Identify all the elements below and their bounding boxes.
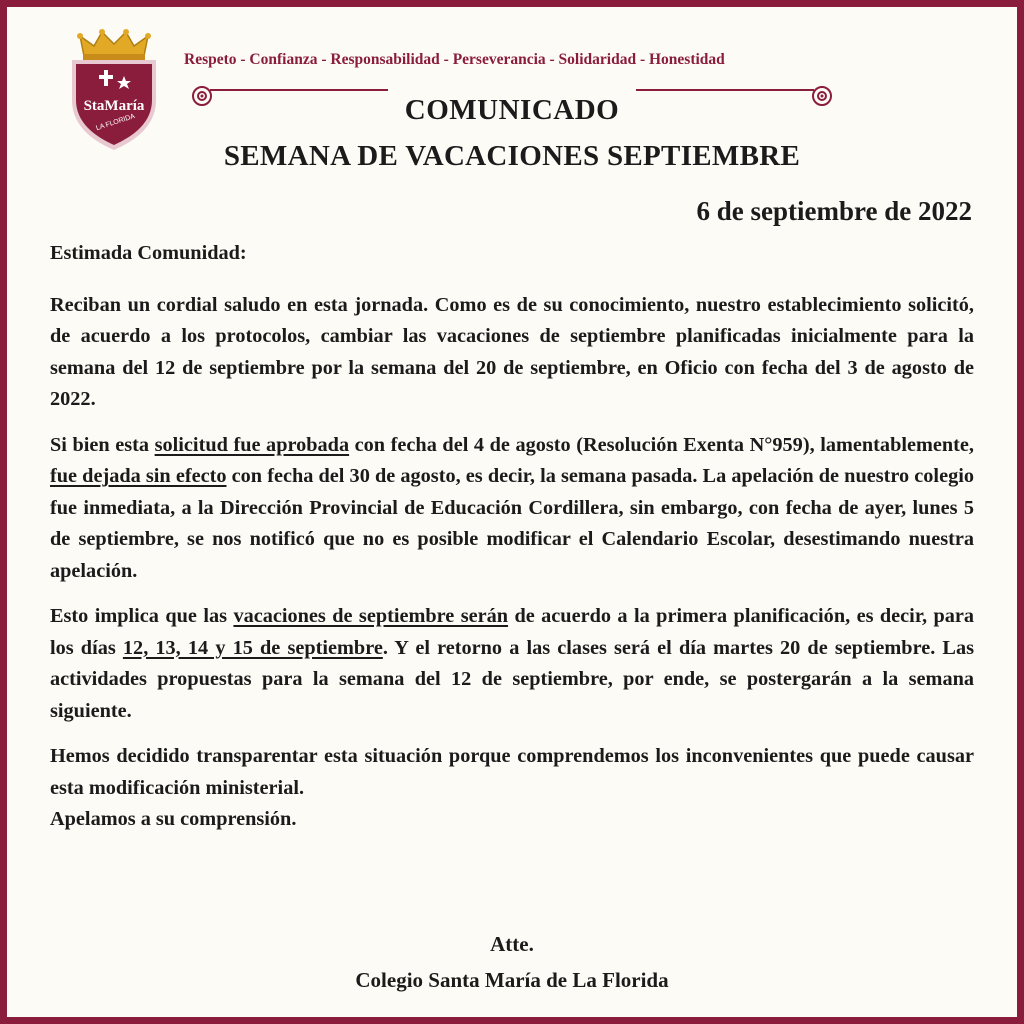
underlined-revoked: fue dejada sin efecto	[50, 465, 227, 487]
page-subtitle: SEMANA DE VACACIONES SEPTIEMBRE	[223, 140, 801, 172]
paragraph-3: Esto implica que las vacaciones de septiembre serán de acuerdo a la primera planificación, es decir, para los días 12, 13, 14 y 15 de septiembre. Y el retorno a las clases será el día martes 20 de septiembre. Las actividades propuestas para la semana del 12 de septiembre, por ende, se postergarán a la semana siguiente.	[50, 605, 975, 722]
school-crest-logo	[66, 26, 162, 154]
header-rule-left	[218, 89, 388, 91]
underlined-approved: solicitud fue aprobada	[154, 433, 350, 456]
svg-text:StaMaría: StaMaría	[83, 98, 145, 114]
paragraph-5: Apelamos a su comprensión.	[50, 808, 297, 830]
paragraph-1: Reciban un cordial saludo en esta jornada. Como es de su conocimiento, nuestro establecimiento solicitó, de acuerdo a los protocolos, cambiar las vacaciones de septiembre planificadas inicialmente para la semana del 12 de septiembre por la semana del 20 de septiembre, en Oficio con fecha del 3 de agosto de 2022.	[50, 293, 974, 410]
paragraph-2: Si bien esta solicitud fue aprobada con fecha del 4 de agosto (Resolución Exenta N°959), lamentablemente, fue dejada sin efecto con fecha del 30 de agosto, es decir, la semana pasada. La apelación de nuestro colegio fue inmediata, a la Dirección Provincial de Educación Cordillera, sin embargo, con fecha de ayer, lunes 5 de septiembre, se nos notificó que no es posible modificar el Calendario Escolar, desestimando nuestra apelación.	[50, 433, 974, 582]
letter-date: 6 de septiembre de 2022	[696, 196, 972, 226]
underlined-vacations: vacaciones de septiembre serán	[233, 605, 509, 627]
greeting: Estimada Comunidad:	[50, 242, 247, 264]
svg-text:LA FLORIDA: LA FLORIDA	[95, 112, 136, 133]
underlined-dates: 12, 13, 14 y 15 de septiembre	[122, 636, 383, 659]
page-title: COMUNICADO	[404, 94, 620, 126]
letter-body	[50, 238, 974, 836]
school-signature: Colegio Santa María de La Florida	[355, 968, 669, 992]
header-rule-right	[636, 89, 806, 91]
school-motto: Respeto - Confianza - Responsabilidad - Perseverancia - Solidaridad - Honestidad	[184, 51, 725, 68]
closing: Atte.	[490, 932, 534, 956]
paragraph-4: Hemos decidido transparentar esta situación porque comprendemos los inconvenientes que puede causar esta modificación ministerial.	[50, 745, 974, 799]
